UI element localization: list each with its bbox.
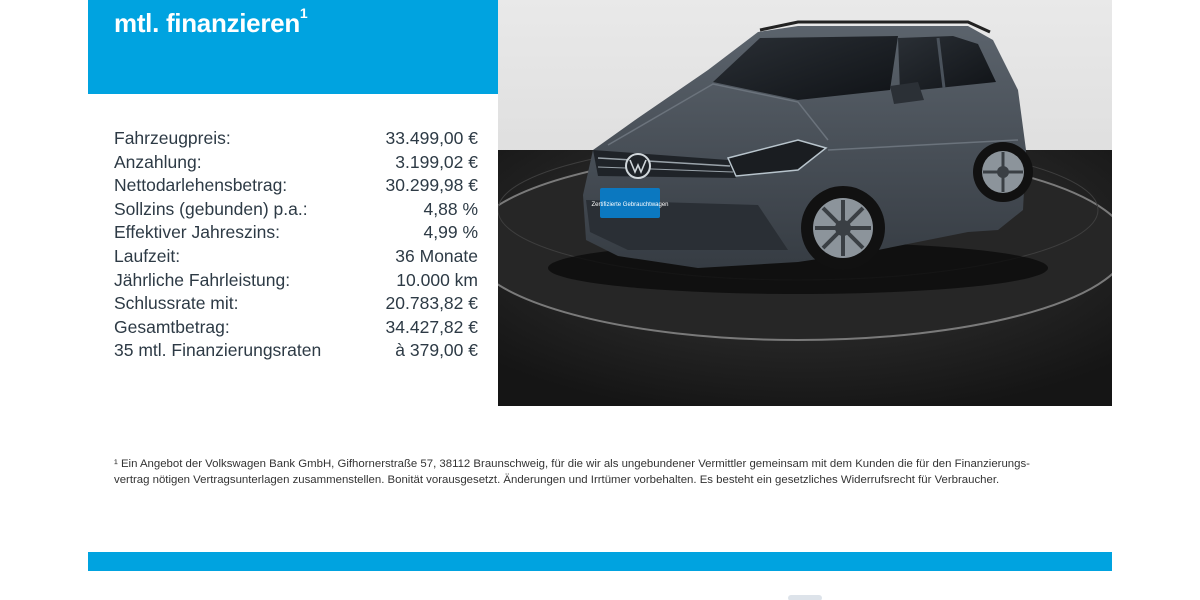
finance-label: Schlussrate mit: [114, 293, 239, 314]
finance-label: Fahrzeugpreis: [114, 128, 231, 148]
finance-label: Gesamtbetrag: [114, 316, 230, 337]
finance-value: 4,88 % [423, 198, 478, 219]
finance-row-effective-rate [114, 222, 478, 246]
finance-row-net-loan [114, 175, 478, 199]
finance-value: 34.427,82 € [385, 316, 478, 337]
finance-value: à 379,00 € [395, 340, 478, 361]
finance-label: Anzahlung: [114, 151, 202, 172]
finance-label: Sollzins (gebunden) p.a.: [114, 198, 308, 219]
finance-value: 33.499,00 € [385, 128, 478, 148]
finance-label: 35 mtl. Finanzierungsraten [114, 340, 322, 361]
finance-row-final-rate [114, 293, 478, 317]
footnote-line: ¹ Ein Angebot der Volkswagen Bank GmbH, Gifhornerstraße 57, 38112 Braunschweig, für die wir als ungebundener Vermittler gemeinsam mit dem Kunden die für den Finanzierungs- [114, 458, 1030, 470]
plate-text: Zertifizierte Gebrauchtwagen [591, 202, 669, 208]
finance-value: 30.299,98 € [385, 175, 478, 196]
finance-value: 4,99 % [423, 222, 478, 243]
car-photo-icon [498, 0, 1112, 406]
footer-band [88, 571, 1112, 600]
footnote-line: vertrag nötigen Vertragsunterlagen zusammenstellen. Bonität vorausgesetzt. Änderungen und Irrtümer vorbehalten. Es besteht ein gesetzliches Widerrufsrecht für Verbraucher. [114, 474, 1000, 486]
finance-label: Nettodarlehensbetrag: [114, 175, 288, 196]
finance-row-term [114, 246, 478, 270]
footnote-marker: 1 [299, 5, 308, 22]
header-banner [88, 0, 498, 94]
finance-label: Effektiver Jahreszins: [114, 222, 280, 243]
finance-row-interest [114, 199, 478, 223]
finance-row-monthly-rates [114, 340, 478, 364]
finance-table [114, 128, 478, 364]
page-title-text: mtl. finanzieren [114, 8, 300, 38]
footnote [114, 456, 1034, 488]
footer-bar [88, 552, 1112, 571]
page-title [114, 5, 308, 39]
finance-value: 10.000 km [396, 269, 478, 290]
finance-row-downpayment [114, 152, 478, 176]
finance-value: 3.199,02 € [395, 151, 478, 172]
footer-mark [788, 595, 822, 600]
finance-row-total [114, 317, 478, 341]
finance-row-price [114, 128, 478, 152]
car-photo [498, 0, 1112, 406]
finance-row-mileage [114, 270, 478, 294]
finance-value: 36 Monate [395, 245, 478, 266]
finance-label: Jährliche Fahrleistung: [114, 269, 291, 290]
finance-label: Laufzeit: [114, 245, 181, 266]
finance-value: 20.783,82 € [385, 293, 478, 314]
